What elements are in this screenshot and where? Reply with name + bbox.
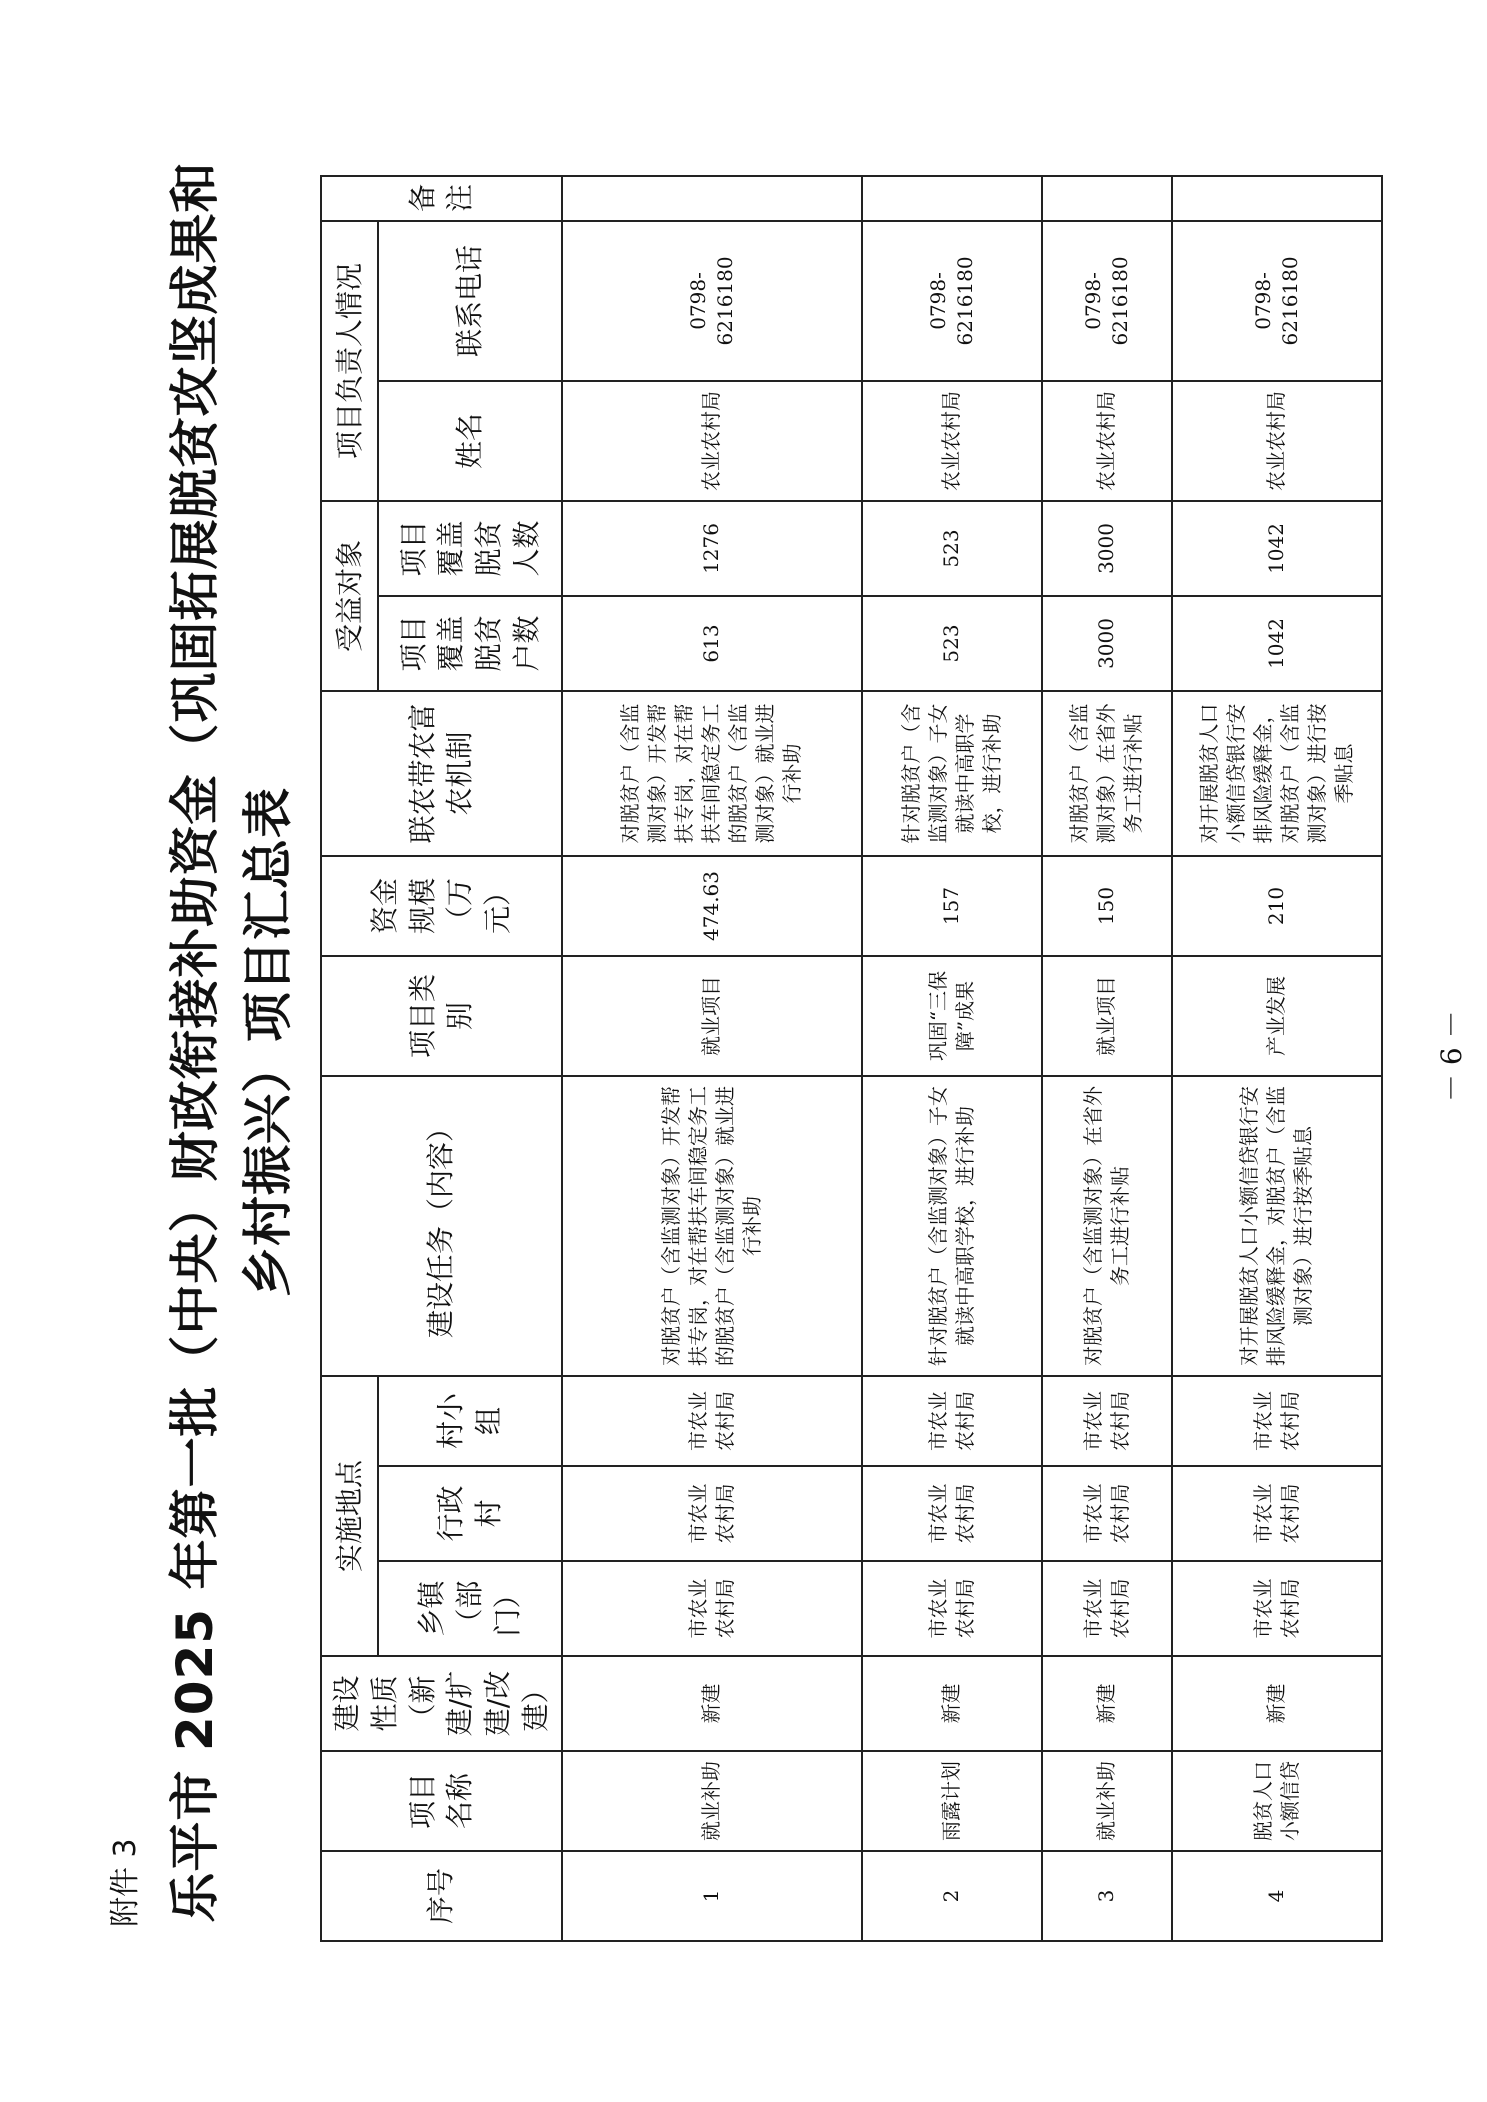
cell-town: 市农业农村局 bbox=[1042, 1561, 1172, 1656]
cell-households: 1042 bbox=[1172, 596, 1382, 691]
cell-manager-name: 农业农村局 bbox=[1042, 381, 1172, 501]
cell-village: 市农业农村局 bbox=[562, 1466, 862, 1561]
cell-nature: 新建 bbox=[1042, 1656, 1172, 1751]
cell-name: 就业补助 bbox=[562, 1751, 862, 1851]
cell-mechanism: 针对脱贫户（含监测对象）子女就读中高职学校，进行补助 bbox=[862, 691, 1042, 856]
cell-village: 市农业农村局 bbox=[1172, 1466, 1382, 1561]
header-location: 实施地点 bbox=[321, 1376, 378, 1656]
header-households: 项目覆盖脱贫户数 bbox=[378, 596, 561, 691]
header-manager-name: 姓名 bbox=[378, 381, 561, 501]
cell-town: 市农业农村局 bbox=[1172, 1561, 1382, 1656]
cell-mechanism: 对开展脱贫人口小额信贷银行安排风险缓释金，对脱贫户（含监测对象）进行按季贴息 bbox=[1172, 691, 1382, 856]
cell-persons: 523 bbox=[862, 501, 1042, 596]
cell-manager-name: 农业农村局 bbox=[1172, 381, 1382, 501]
cell-funds: 150 bbox=[1042, 856, 1172, 956]
cell-village: 市农业农村局 bbox=[862, 1466, 1042, 1561]
cell-category: 产业发展 bbox=[1172, 956, 1382, 1076]
table-row bbox=[862, 176, 1042, 1941]
cell-phone: 0798-6216180 bbox=[1172, 221, 1382, 381]
cell-persons: 3000 bbox=[1042, 501, 1172, 596]
header-beneficiary: 受益对象 bbox=[321, 501, 378, 691]
table-row bbox=[1172, 176, 1382, 1941]
cell-name: 就业补助 bbox=[1042, 1751, 1172, 1851]
project-summary-table bbox=[320, 175, 1383, 1942]
header-funds: 资金规模（万元） bbox=[321, 856, 562, 956]
cell-task: 针对脱贫户（含监测对象）子女就读中高职学校，进行补助 bbox=[862, 1076, 1042, 1376]
page-title-line-1: 乐平市 2025 年第一批（中央）财政衔接补助资金（巩固拓展脱贫攻坚成果和 bbox=[166, 161, 224, 1923]
header-category: 项目类别 bbox=[321, 956, 562, 1076]
cell-task: 对脱贫户（含监测对象）在省外务工进行补贴 bbox=[1042, 1076, 1172, 1376]
cell-seq: 4 bbox=[1172, 1851, 1382, 1941]
cell-remark bbox=[1172, 176, 1382, 221]
cell-seq: 2 bbox=[862, 1851, 1042, 1941]
cell-name: 雨露计划 bbox=[862, 1751, 1042, 1851]
header-town: 乡镇（部门） bbox=[378, 1561, 561, 1656]
page-title-line-2: 乡村振兴）项目汇总表 bbox=[239, 787, 297, 1297]
cell-phone: 0798-6216180 bbox=[562, 221, 862, 381]
cell-town: 市农业农村局 bbox=[562, 1561, 862, 1656]
cell-nature: 新建 bbox=[862, 1656, 1042, 1751]
cell-town: 市农业农村局 bbox=[862, 1561, 1042, 1656]
header-task: 建设任务（内容） bbox=[321, 1076, 562, 1376]
cell-mechanism: 对脱贫户（含监测对象）在省外务工进行补贴 bbox=[1042, 691, 1172, 856]
cell-group: 市农业农村局 bbox=[1172, 1376, 1382, 1466]
header-phone: 联系电话 bbox=[378, 221, 561, 381]
header-seq: 序号 bbox=[321, 1851, 562, 1941]
cell-phone: 0798-6216180 bbox=[1042, 221, 1172, 381]
cell-category: 就业项目 bbox=[562, 956, 862, 1076]
header-manager: 项目负责人情况 bbox=[321, 221, 378, 501]
cell-funds: 210 bbox=[1172, 856, 1382, 956]
header-persons: 项目覆盖脱贫人数 bbox=[378, 501, 561, 596]
cell-households: 3000 bbox=[1042, 596, 1172, 691]
cell-manager-name: 农业农村局 bbox=[562, 381, 862, 501]
cell-persons: 1276 bbox=[562, 501, 862, 596]
cell-households: 613 bbox=[562, 596, 862, 691]
cell-mechanism: 对脱贫户（含监测对象）开发帮扶专岗，对在帮扶车间稳定务工的脱贫户（含监测对象）就业进行补助 bbox=[562, 691, 862, 856]
cell-task: 对脱贫户（含监测对象）开发帮扶专岗，对在帮扶车间稳定务工的脱贫户（含监测对象）就业进行补助 bbox=[562, 1076, 862, 1376]
header-mechanism: 联农带农富农机制 bbox=[321, 691, 562, 856]
cell-funds: 474.63 bbox=[562, 856, 862, 956]
cell-nature: 新建 bbox=[1172, 1656, 1382, 1751]
header-village: 行政村 bbox=[378, 1466, 561, 1561]
header-group: 村小组 bbox=[378, 1376, 561, 1466]
cell-phone: 0798-6216180 bbox=[862, 221, 1042, 381]
cell-seq: 3 bbox=[1042, 1851, 1172, 1941]
cell-task: 对开展脱贫人口小额信贷银行安排风险缓释金，对脱贫户（含监测对象）进行按季贴息 bbox=[1172, 1076, 1382, 1376]
cell-persons: 1042 bbox=[1172, 501, 1382, 596]
cell-remark bbox=[1042, 176, 1172, 221]
cell-category: 就业项目 bbox=[1042, 956, 1172, 1076]
cell-manager-name: 农业农村局 bbox=[862, 381, 1042, 501]
cell-group: 市农业农村局 bbox=[562, 1376, 862, 1466]
cell-households: 523 bbox=[862, 596, 1042, 691]
cell-funds: 157 bbox=[862, 856, 1042, 956]
header-nature: 建设性质（新建/扩建/改建） bbox=[321, 1656, 562, 1751]
cell-remark bbox=[562, 176, 862, 221]
cell-seq: 1 bbox=[562, 1851, 862, 1941]
cell-village: 市农业农村局 bbox=[1042, 1466, 1172, 1561]
table-row bbox=[1042, 176, 1172, 1941]
attachment-label: 附件 3 bbox=[108, 1838, 143, 1927]
cell-group: 市农业农村局 bbox=[862, 1376, 1042, 1466]
cell-category: 巩固“三保障”成果 bbox=[862, 956, 1042, 1076]
page-number: － 6 － bbox=[1435, 1010, 1468, 1102]
header-name: 项目名称 bbox=[321, 1751, 562, 1851]
header-remark: 备注 bbox=[321, 176, 562, 221]
cell-group: 市农业农村局 bbox=[1042, 1376, 1172, 1466]
cell-remark bbox=[862, 176, 1042, 221]
cell-name: 脱贫人口小额信贷 bbox=[1172, 1751, 1382, 1851]
table-row bbox=[562, 176, 862, 1941]
cell-nature: 新建 bbox=[562, 1656, 862, 1751]
